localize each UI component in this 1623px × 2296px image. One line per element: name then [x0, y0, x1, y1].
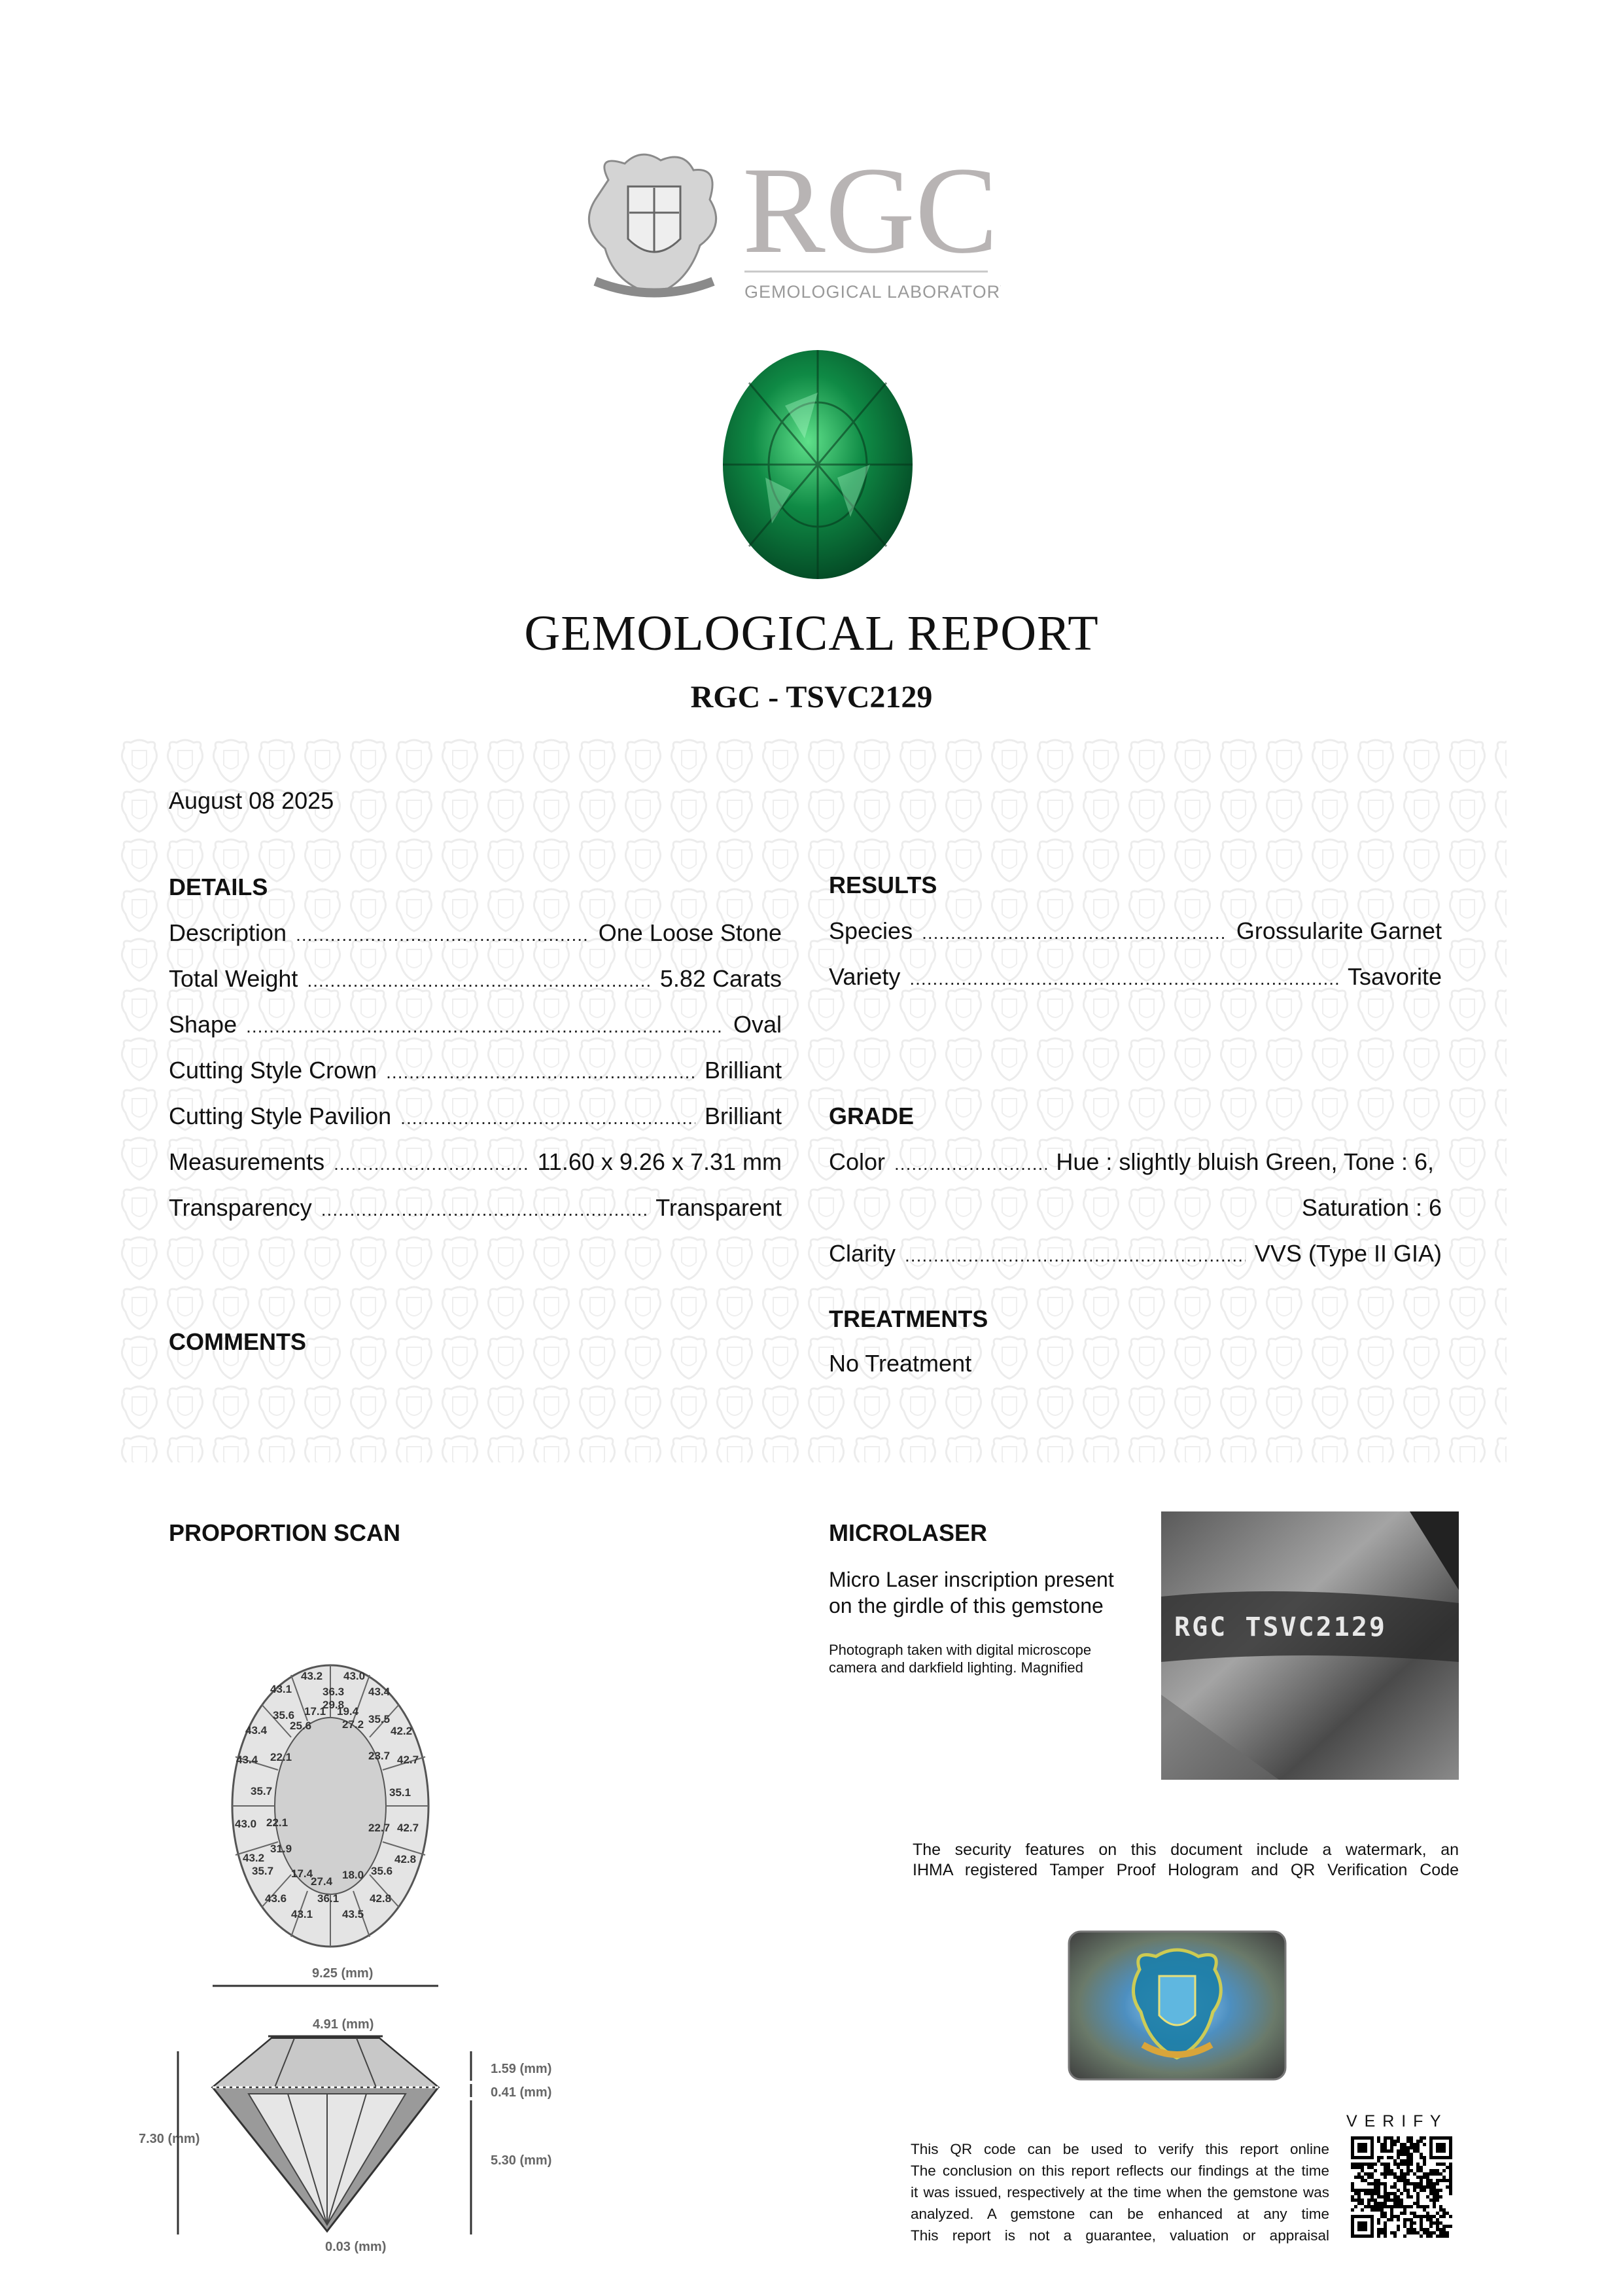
facet-label: 43.4	[368, 1686, 391, 1698]
facet-label: 27.4	[311, 1875, 333, 1888]
comments-heading: COMMENTS	[169, 1328, 306, 1355]
grade-value: Hue : slightly bluish Green, Tone : 6,	[1056, 1148, 1434, 1175]
inscription-text: RGC TSVC2129	[1174, 1612, 1387, 1642]
facet-label: 43.5	[342, 1908, 364, 1920]
grade-value: VVS (Type II GIA)	[1254, 1240, 1442, 1267]
detail-label: Description	[169, 919, 287, 946]
pavilion-dimension: 5.30 (mm)	[491, 2153, 552, 2168]
verify-line: The conclusion on this report reflects our findings at the time	[911, 2163, 1329, 2179]
facet-label: 17.1	[304, 1705, 326, 1718]
verify-line: This QR code can be used to verify this report online	[911, 2141, 1329, 2157]
microlaser-line2: on the girdle of this gemstone	[829, 1594, 1104, 1617]
facet-label: 43.4	[236, 1754, 258, 1766]
treatments-value: No Treatment	[829, 1350, 972, 1377]
detail-row-crown	[169, 1057, 782, 1084]
grade-row-clarity	[829, 1240, 1442, 1267]
verify-line: it was issued, respectively at the time when the gemstone was	[911, 2184, 1329, 2200]
microlaser-line1: Micro Laser inscription present	[829, 1568, 1114, 1591]
security-line2: IHMA registered Tamper Proof Hologram and QR Verification Code	[913, 1861, 1459, 1879]
detail-label: Transparency	[169, 1194, 312, 1221]
facet-label: 35.6	[273, 1709, 295, 1722]
treatments-heading: TREATMENTS	[829, 1305, 988, 1332]
facet-label: 43.6	[265, 1892, 287, 1905]
facet-label: 42.8	[370, 1892, 392, 1905]
facet-label: 42.7	[397, 1754, 419, 1766]
detail-label: Shape	[169, 1011, 237, 1038]
detail-value: 11.60 x 9.26 x 7.31 mm	[537, 1148, 782, 1175]
detail-value: One Loose Stone	[598, 919, 782, 946]
crown-dimension: 1.59 (mm)	[491, 2062, 552, 2076]
facet-label: 29.8	[323, 1699, 345, 1711]
facet-label: 42.8	[394, 1853, 417, 1865]
facet-label: 27.2	[342, 1718, 364, 1731]
depth-dimension: 7.30 (mm)	[139, 2132, 200, 2146]
qr-code[interactable]	[1351, 2136, 1452, 2238]
lab-logo	[569, 141, 1001, 311]
result-row-species	[829, 917, 1442, 945]
facet-label: 18.0	[342, 1869, 364, 1881]
facet-label: 19.4	[337, 1705, 359, 1718]
facet-label: 43.1	[291, 1908, 313, 1920]
result-label: Variety	[829, 963, 901, 990]
facet-label: 23.7	[368, 1750, 391, 1762]
detail-row-total-weight	[169, 965, 782, 993]
watermark-panel	[116, 736, 1507, 1462]
facet-label: 36.3	[323, 1686, 345, 1698]
facet-label: 43.1	[270, 1683, 292, 1695]
facet-label: 43.2	[301, 1670, 323, 1682]
microlaser-note1: Photograph taken with digital microscope	[829, 1642, 1092, 1658]
width-dimension: 9.25 (mm)	[312, 1966, 374, 1981]
detail-label: Cutting Style Crown	[169, 1057, 377, 1084]
facet-label: 35.1	[389, 1786, 411, 1799]
proportion-top-view	[226, 1659, 435, 1953]
grade-label: Color	[829, 1148, 886, 1175]
facet-label: 43.0	[235, 1818, 257, 1830]
report-number: RGC - TSVC2129	[690, 680, 933, 715]
facet-label: 31.9	[270, 1843, 292, 1855]
verify-label: V E R I F Y	[1346, 2112, 1442, 2130]
crest-icon	[589, 154, 716, 294]
detail-row-shape	[169, 1011, 782, 1038]
result-value: Tsavorite	[1347, 963, 1442, 990]
gemstone-photo	[720, 347, 916, 582]
details-heading: DETAILS	[169, 874, 268, 900]
facet-label: 42.2	[391, 1725, 413, 1737]
detail-label: Total Weight	[169, 965, 298, 992]
facet-label: 25.6	[290, 1720, 312, 1732]
microlaser-heading: MICROLASER	[829, 1519, 987, 1546]
detail-value: Brilliant	[704, 1057, 782, 1084]
detail-row-description	[169, 919, 782, 947]
detail-row-transparency	[169, 1194, 782, 1222]
girdle-dimension: 0.41 (mm)	[491, 2085, 552, 2100]
lab-name: RGC	[742, 142, 998, 279]
detail-value: Oval	[733, 1011, 782, 1038]
facet-label: 17.4	[291, 1867, 313, 1880]
facet-label: 35.7	[251, 1785, 273, 1797]
facet-label: 22.1	[270, 1751, 292, 1763]
facet-label: 43.4	[245, 1724, 268, 1737]
facet-label: 36.1	[317, 1892, 340, 1905]
report-title: GEMOLOGICAL REPORT	[524, 606, 1099, 661]
verify-line: This report is not a guarantee, valuation or appraisal	[911, 2227, 1329, 2244]
proportion-heading: PROPORTION SCAN	[169, 1519, 401, 1546]
facet-label: 22.7	[368, 1822, 391, 1834]
verify-line: analyzed. A gemstone can be enhanced at any time	[911, 2206, 1329, 2222]
facet-label: 35.7	[252, 1865, 274, 1877]
facet-label: 43.0	[343, 1670, 366, 1682]
result-label: Species	[829, 917, 913, 944]
detail-value: 5.82 Carats	[659, 965, 782, 992]
facet-label: 43.2	[243, 1852, 265, 1864]
result-row-variety	[829, 963, 1442, 991]
detail-label: Measurements	[169, 1148, 325, 1175]
microlaser-note2: camera and darkfield lighting. Magnified	[829, 1659, 1083, 1676]
report-date: August 08 2025	[169, 787, 334, 814]
hologram	[1068, 1930, 1287, 2081]
table-dimension: 4.91 (mm)	[313, 2017, 374, 2032]
microlaser-photo	[1161, 1511, 1459, 1780]
facet-label: 22.1	[266, 1816, 288, 1829]
proportion-side-view	[131, 1956, 589, 2264]
security-line1: The security features on this document include a watermark, an	[913, 1841, 1459, 1859]
verify-text	[911, 2138, 1329, 2246]
detail-label: Cutting Style Pavilion	[169, 1103, 392, 1129]
detail-value: Transparent	[655, 1194, 782, 1221]
grade-heading: GRADE	[829, 1103, 915, 1129]
grade-label: Clarity	[829, 1240, 896, 1267]
detail-row-measurements	[169, 1148, 782, 1176]
results-heading: RESULTS	[829, 872, 937, 898]
facet-label: 35.5	[368, 1713, 391, 1725]
detail-row-pavilion	[169, 1103, 782, 1130]
culet-dimension: 0.03 (mm)	[325, 2240, 387, 2254]
detail-value: Brilliant	[704, 1103, 782, 1129]
grade-row-color	[829, 1148, 1434, 1176]
result-value: Grossularite Garnet	[1236, 917, 1442, 944]
lab-subtitle: GEMOLOGICAL LABORATORY	[744, 282, 1001, 302]
facet-label: 35.6	[371, 1865, 393, 1877]
grade-color-saturation: Saturation : 6	[1301, 1194, 1442, 1221]
facet-label: 42.7	[397, 1822, 419, 1834]
